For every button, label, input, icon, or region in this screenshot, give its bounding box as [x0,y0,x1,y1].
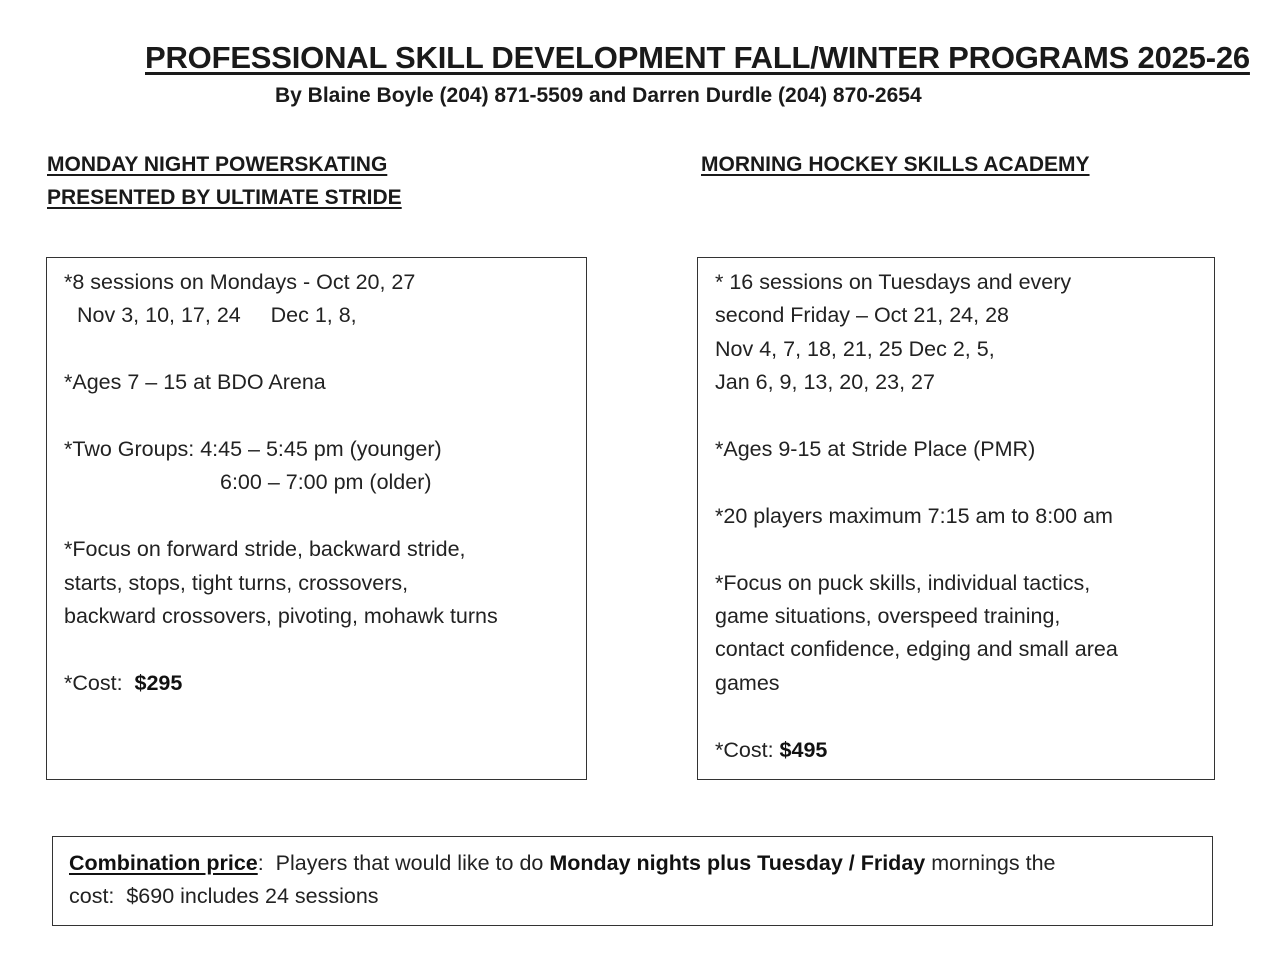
monday-groups-line2: 6:00 – 7:00 pm (older) [220,470,432,495]
monday-focus-line1: *Focus on forward stride, backward stride, [64,537,466,562]
monday-heading-line1: MONDAY NIGHT POWERSKATING [47,153,388,176]
morning-focus-line3: contact confidence, edging and small area [715,637,1118,662]
page-title: PROFESSIONAL SKILL DEVELOPMENT FALL/WINTER PROGRAMS 2025-26 [145,40,1250,75]
morning-ages: *Ages 9-15 at Stride Place (PMR) [715,437,1036,462]
combination-price-box [52,836,1213,926]
morning-program-heading: MORNING HOCKEY SKILLS ACADEMY [701,153,1090,176]
morning-sessions-line1: * 16 sessions on Tuesdays and every [715,270,1072,294]
morning-focus-line4: games [715,670,780,695]
morning-cost [715,734,1118,767]
morning-focus-line2: game situations, overspeed training, [715,604,1061,629]
combination-text-after: mornings the [925,851,1056,875]
monday-cost-value: $295 [134,670,183,695]
monday-cost [64,667,498,700]
morning-cost-label: *Cost: [715,737,774,762]
monday-focus-line2: starts, stops, tight turns, crossovers, [64,570,409,595]
monday-sessions-line2: Nov 3, 10, 17, 24 Dec 1, 8, [77,303,357,328]
monday-program-box [46,257,587,780]
page-subtitle: By Blaine Boyle (204) 871-5509 and Darren Durdle (204) 870-2654 [275,84,922,107]
monday-cost-label: *Cost: [64,670,123,695]
monday-program-heading [47,148,402,214]
morning-sessions-line2: second Friday – Oct 21, 24, 28 [715,303,1009,328]
combination-label: Combination price [69,851,258,875]
monday-heading-line2: PRESENTED BY ULTIMATE STRIDE [47,186,402,209]
morning-cost-value: $495 [779,737,828,762]
combination-text-before: : Players that would like to do [257,851,550,875]
morning-sessions-line3: Nov 4, 7, 18, 21, 25 Dec 2, 5, [715,336,995,361]
morning-focus-line1: *Focus on puck skills, individual tactics, [715,570,1091,595]
morning-sessions-line4: Jan 6, 9, 13, 20, 23, 27 [715,370,935,395]
combination-bold-text: Monday nights plus Tuesday / Friday [549,851,926,875]
monday-groups-line1: *Two Groups: 4:45 – 5:45 pm (younger) [64,437,442,461]
monday-focus-line3: backward crossovers, pivoting, mohawk turns [64,604,498,629]
monday-ages: *Ages 7 – 15 at BDO Arena [64,370,326,395]
monday-sessions-line1: *8 sessions on Mondays - Oct 20, 27 [64,270,416,294]
combination-line2: cost: $690 includes 24 sessions [69,884,379,909]
morning-players: *20 players maximum 7:15 am to 8:00 am [715,503,1113,528]
morning-program-box [697,257,1215,780]
combination-line1 [69,847,1056,880]
